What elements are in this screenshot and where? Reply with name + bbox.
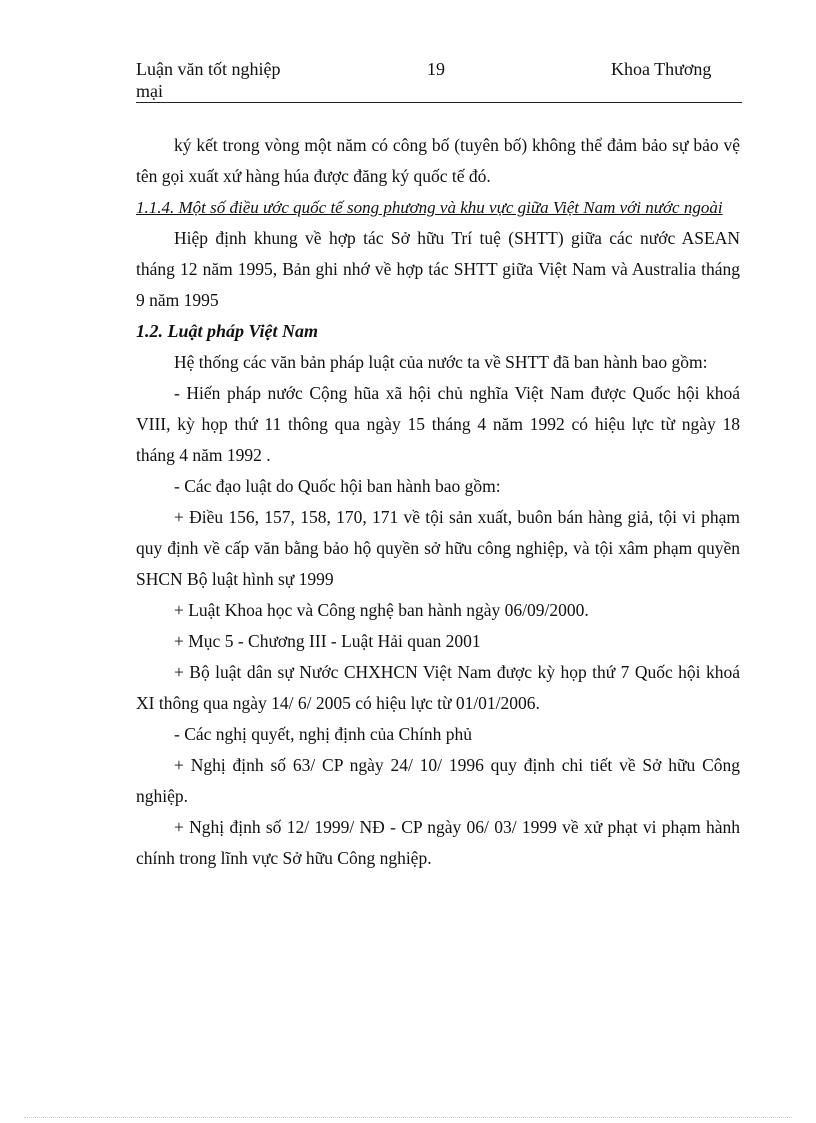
paragraph-laws-intro: - Các đạo luật do Quốc hội ban hành bao gồm: <box>174 476 501 496</box>
document-body <box>136 130 740 874</box>
paragraph-constitution: - Hiến pháp nước Cộng hũa xã hội chủ nghĩa Việt Nam được Quốc hội khoá VIII, kỳ họp thứ 11 thông qua ngày 15 tháng 4 năm 1992 có hiệu lực từ ngày 18 tháng 4 năm 1992 . <box>136 383 740 465</box>
header-page-number: 19 <box>427 59 445 79</box>
paragraph-asean-agreement: Hiệp định khung về hợp tác Sở hữu Trí tuệ (SHTT) giữa các nước ASEAN tháng 12 năm 1995, Bản ghi nhớ về hợp tác SHTT giữa Việt Nam và Australia tháng 9 năm 1995 <box>136 228 740 310</box>
paragraph-criminal-code: + Điều 156, 157, 158, 170, 171 về tội sản xuất, buôn bán hàng giả, tội vi phạm quy định về cấp văn bằng bảo hộ quyền sở hữu công nghiệp, và tội xâm phạm quyền SHCN Bộ luật hình sự 1999 <box>136 507 740 589</box>
paragraph-decree-12: + Nghị định số 12/ 1999/ NĐ - CP ngày 06/ 03/ 1999 về xử phạt vi phạm hành chính trong lĩnh vực Sở hữu Công nghiệp. <box>136 817 740 868</box>
paragraph-government-decrees: - Các nghị quyết, nghị định của Chính phủ <box>174 724 472 744</box>
paragraph-science-law: + Luật Khoa học và Công nghệ ban hành ngày 06/09/2000. <box>174 600 589 620</box>
paragraph-decree-63: + Nghị định số 63/ CP ngày 24/ 10/ 1996 quy định chi tiết về Sở hữu Công nghiệp. <box>136 755 740 806</box>
paragraph-customs-law: + Mục 5 - Chương III - Luật Hải quan 2001 <box>174 631 481 651</box>
header-faculty: Khoa Thương <box>611 59 712 79</box>
page-header <box>136 58 742 103</box>
section-heading-1-2: 1.2. Luật pháp Việt Nam <box>136 321 319 341</box>
paragraph-legal-system: Hệ thống các văn bản pháp luật của nước ta về SHTT đã ban hành bao gồm: <box>174 352 708 372</box>
header-thesis-title: Luận văn tốt nghiệp mại <box>136 59 281 101</box>
section-heading-1-1-4: 1.1.4. Một số điều ước quốc tế song phương và khu vực giữa Việt Nam với nước ngoài <box>136 198 723 217</box>
page-bottom-divider <box>24 1117 792 1118</box>
paragraph-continuation: ký kết trong vòng một năm có công bố (tuyên bố) không thể đảm bảo sự bảo vệ tên gọi xuất xứ hàng húa được đăng ký quốc tế đó. <box>136 135 740 186</box>
paragraph-civil-code: + Bộ luật dân sự Nước CHXHCN Việt Nam được kỳ họp thứ 7 Quốc hội khoá XI thông qua ngày 14/ 6/ 2005 có hiệu lực từ 01/01/2006. <box>136 662 740 713</box>
